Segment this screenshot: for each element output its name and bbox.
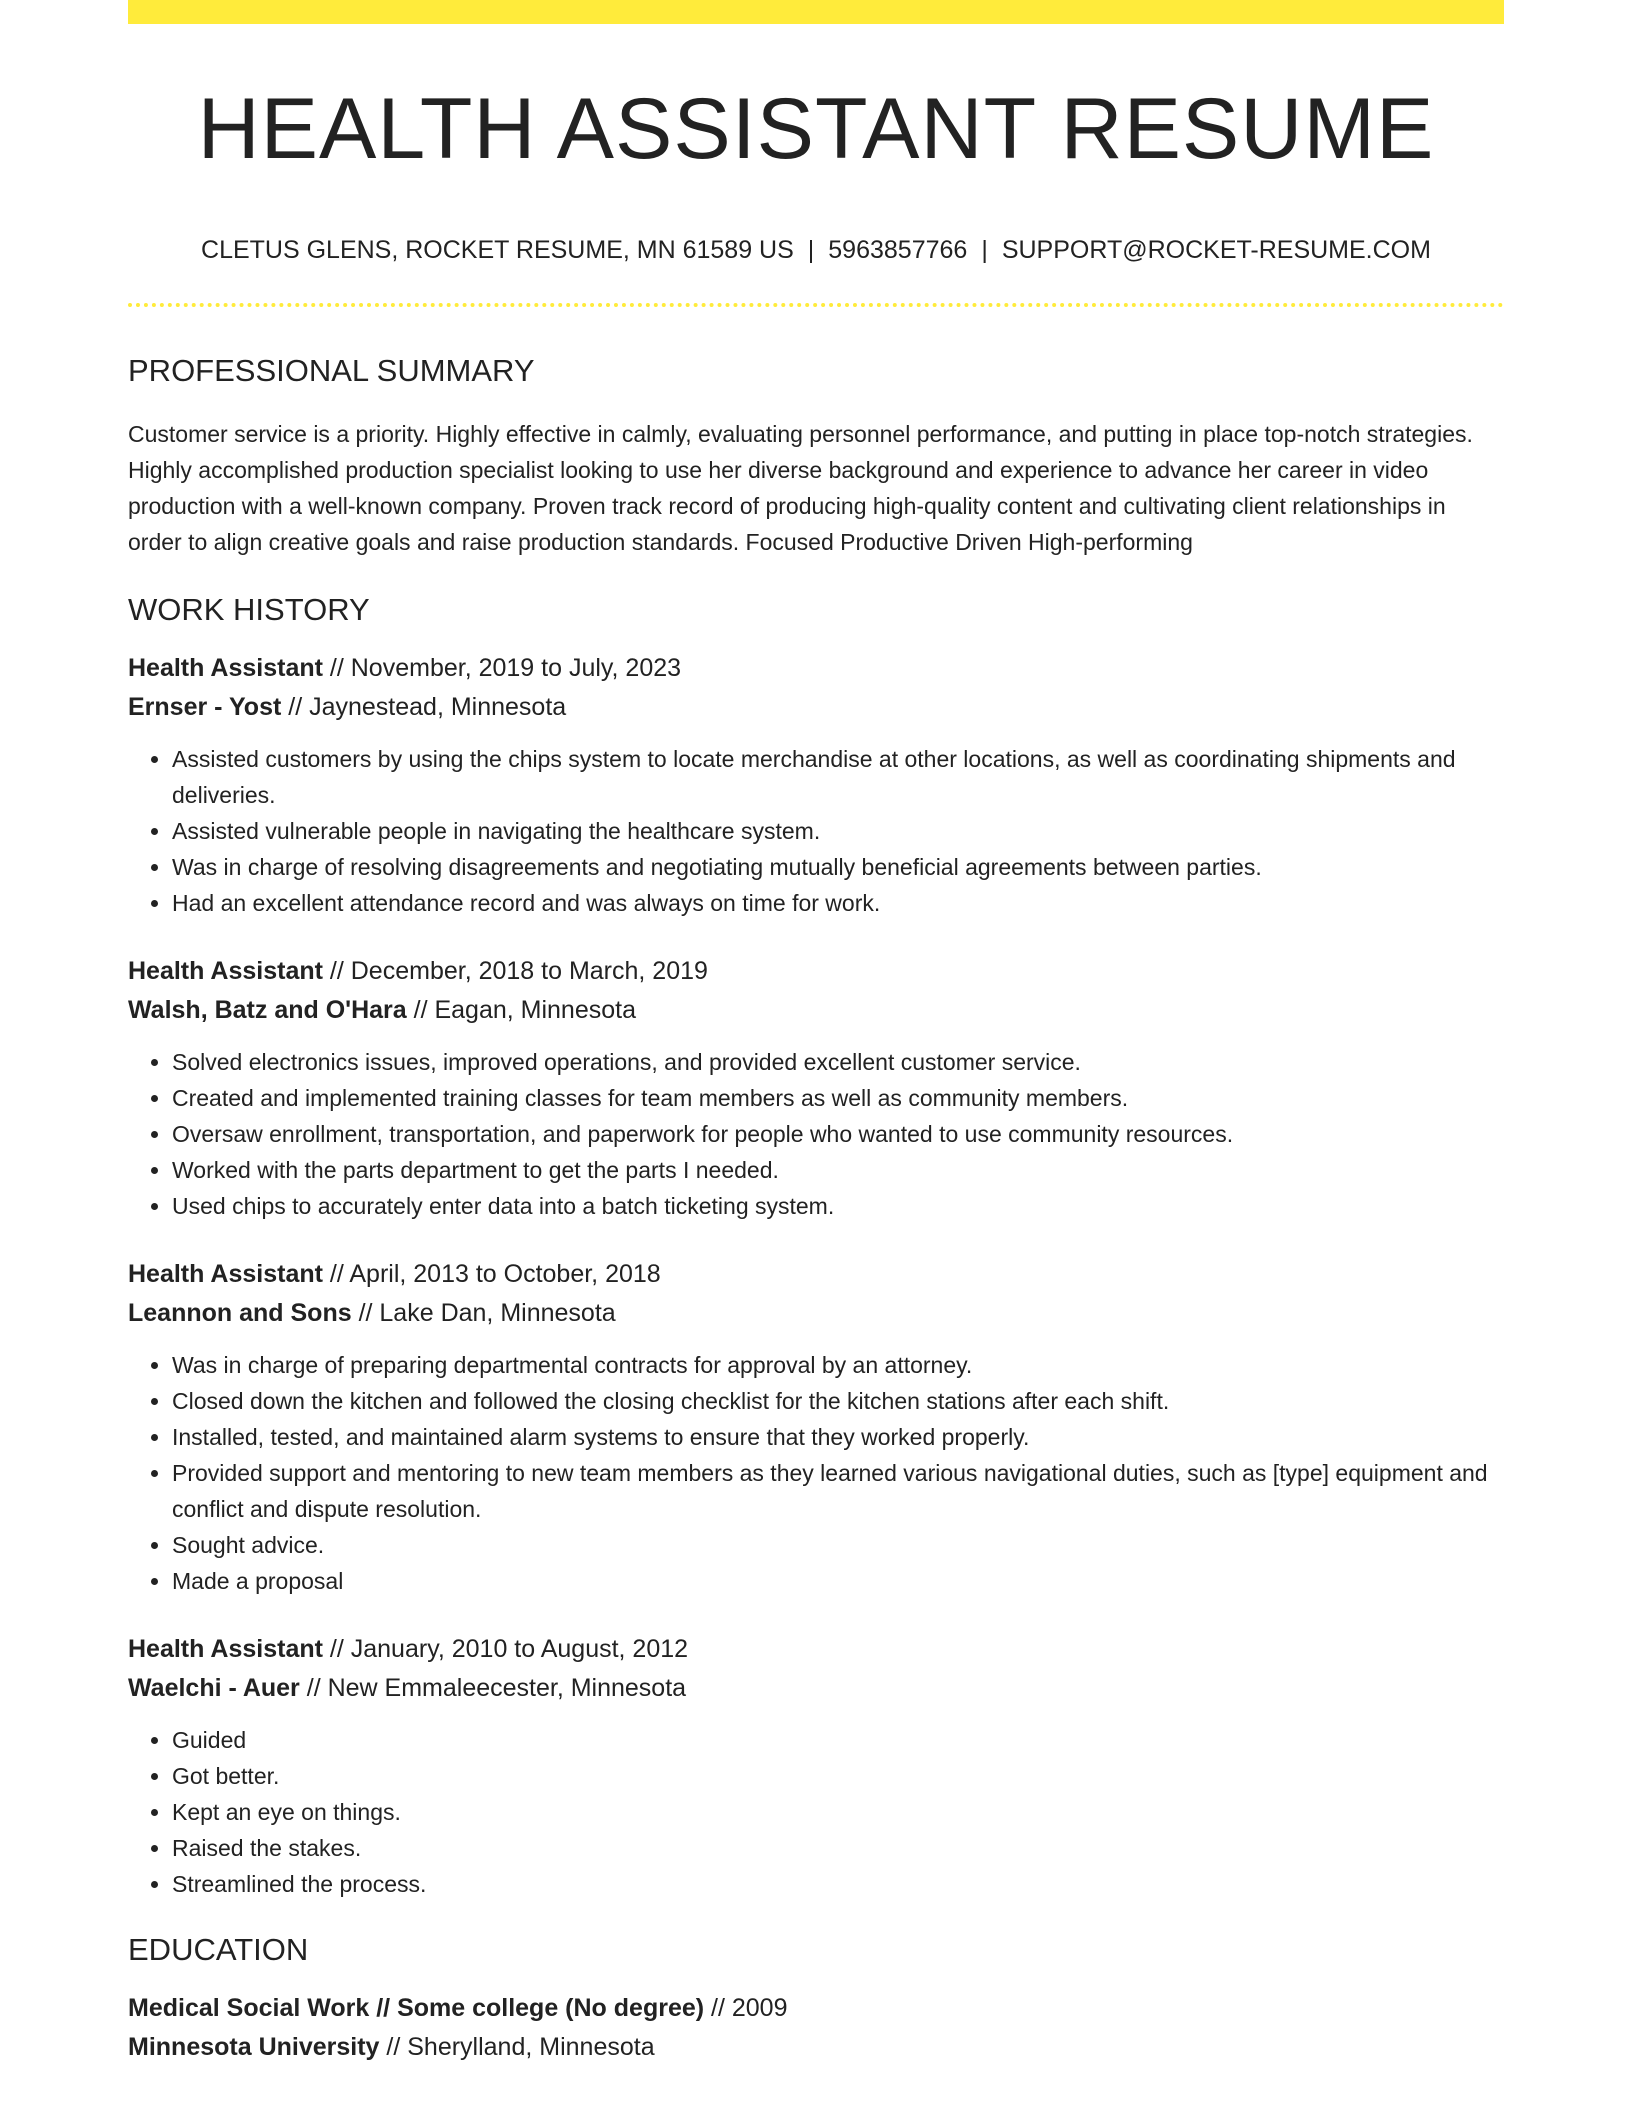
- job-title-line: [128, 952, 1504, 991]
- job-location: // New Emmaleecester, Minnesota: [299, 1674, 687, 1702]
- job-title-line: [128, 1255, 1504, 1294]
- list-item: • Created and implemented training classes for team members as well as community members.: [172, 1080, 1504, 1116]
- resume-page: [128, 0, 1504, 2067]
- list-item: • Installed, tested, and maintained alarm systems to ensure that they worked properly.: [172, 1419, 1504, 1455]
- resume-title: HEALTH ASSISTANT RESUME: [197, 81, 1435, 177]
- contact-email: SUPPORT@ROCKET-RESUME.COM: [1001, 236, 1431, 264]
- work-history-heading: WORK HISTORY: [128, 592, 370, 627]
- job-bullets: [128, 1722, 1504, 1902]
- list-item: • Solved electronics issues, improved operations, and provided excellent customer service.: [172, 1044, 1504, 1080]
- list-item: • Got better.: [172, 1758, 1504, 1794]
- list-item: • Guided: [172, 1722, 1504, 1758]
- list-item: • Assisted vulnerable people in navigating the healthcare system.: [172, 813, 1504, 849]
- list-item: • Raised the stakes.: [172, 1830, 1504, 1866]
- job-dates: // December, 2018 to March, 2019: [322, 957, 708, 985]
- education-location: // Sherylland, Minnesota: [379, 2033, 655, 2061]
- job-company-line: [128, 1669, 1504, 1708]
- education-degree: Medical Social Work // Some college (No degree): [128, 1994, 705, 2022]
- top-accent-bar: [128, 0, 1504, 24]
- job-location: // Jaynestead, Minnesota: [281, 693, 567, 721]
- contact-phone: 5963857766: [828, 236, 968, 264]
- job-company: Leannon and Sons: [128, 1299, 352, 1327]
- list-item: • Was in charge of preparing departmental contracts for approval by an attorney.: [172, 1347, 1504, 1383]
- contact-separator: |: [807, 236, 815, 264]
- job-title: Health Assistant: [128, 957, 323, 985]
- contact-separator: |: [981, 236, 988, 264]
- list-item: • Used chips to accurately enter data into a batch ticketing system.: [172, 1188, 1504, 1224]
- education-year: // 2009: [704, 1994, 788, 2022]
- job-company: Walsh, Batz and O'Hara: [128, 996, 407, 1024]
- job-location: // Lake Dan, Minnesota: [351, 1299, 616, 1327]
- education-degree-line: [128, 1989, 1504, 2028]
- education-heading: EDUCATION: [128, 1932, 309, 1967]
- job-company-line: [128, 991, 1504, 1030]
- list-item: • Closed down the kitchen and followed the closing checklist for the kitchen stations after each shift.: [172, 1383, 1504, 1419]
- job-company-line: [128, 1294, 1504, 1333]
- job-bullets: [128, 1044, 1504, 1224]
- list-item: • Oversaw enrollment, transportation, and paperwork for people who wanted to use community resources.: [172, 1116, 1504, 1152]
- dotted-divider: [128, 303, 1504, 307]
- list-item: • Provided support and mentoring to new team members as they learned various navigational duties, such as [type] equipment and conflict and dispute resolution.: [172, 1455, 1504, 1527]
- job-company-line: [128, 688, 1504, 727]
- job-entry: [128, 1630, 1504, 1902]
- job-company: Ernser - Yost: [128, 693, 282, 721]
- list-item: • Had an excellent attendance record and was always on time for work.: [172, 885, 1504, 921]
- list-item: • Made a proposal: [172, 1563, 1504, 1599]
- list-item: • Worked with the parts department to get the parts I needed.: [172, 1152, 1504, 1188]
- job-title-line: [128, 649, 1504, 688]
- list-item: • Assisted customers by using the chips system to locate merchandise at other locations, as well as coordinating shipments and deliveries.: [172, 741, 1504, 813]
- job-entry: [128, 649, 1504, 921]
- education-school: Minnesota University: [128, 2033, 380, 2061]
- list-item: • Kept an eye on things.: [172, 1794, 1504, 1830]
- job-dates: // January, 2010 to August, 2012: [322, 1635, 689, 1663]
- education-entry: [128, 1989, 1504, 2067]
- job-title-line: [128, 1630, 1504, 1669]
- job-title: Health Assistant: [128, 1635, 323, 1663]
- job-bullets: [128, 741, 1504, 921]
- summary-heading: PROFESSIONAL SUMMARY: [128, 353, 535, 388]
- job-dates: // April, 2013 to October, 2018: [322, 1260, 661, 1288]
- summary-text: Customer service is a priority. Highly effective in calmly, evaluating personnel performance, and putting in place top-notch strategies. Highly accomplished production specialist looking to use her diverse background and experience to advance her career in video production with a well-known company. Proven track record of producing high-quality content and cultivating client relationships in order to align creative goals and raise production standards. Focused Productive Driven High-performing: [128, 421, 1473, 555]
- job-entry: [128, 1255, 1504, 1599]
- education-school-line: [128, 2028, 1504, 2067]
- list-item: • Sought advice.: [172, 1527, 1504, 1563]
- list-item: • Was in charge of resolving disagreements and negotiating mutually beneficial agreements between parties.: [172, 849, 1504, 885]
- job-bullets: [128, 1347, 1504, 1599]
- job-dates: // November, 2019 to July, 2023: [322, 654, 682, 682]
- job-entry: [128, 952, 1504, 1224]
- job-company: Waelchi - Auer: [128, 1674, 300, 1702]
- contact-address: CLETUS GLENS, ROCKET RESUME, MN 61589 US: [201, 236, 794, 264]
- contact-line: [128, 238, 1504, 263]
- job-title: Health Assistant: [128, 654, 323, 682]
- job-location: // Eagan, Minnesota: [406, 996, 636, 1024]
- list-item: • Streamlined the process.: [172, 1866, 1504, 1902]
- job-title: Health Assistant: [128, 1260, 323, 1288]
